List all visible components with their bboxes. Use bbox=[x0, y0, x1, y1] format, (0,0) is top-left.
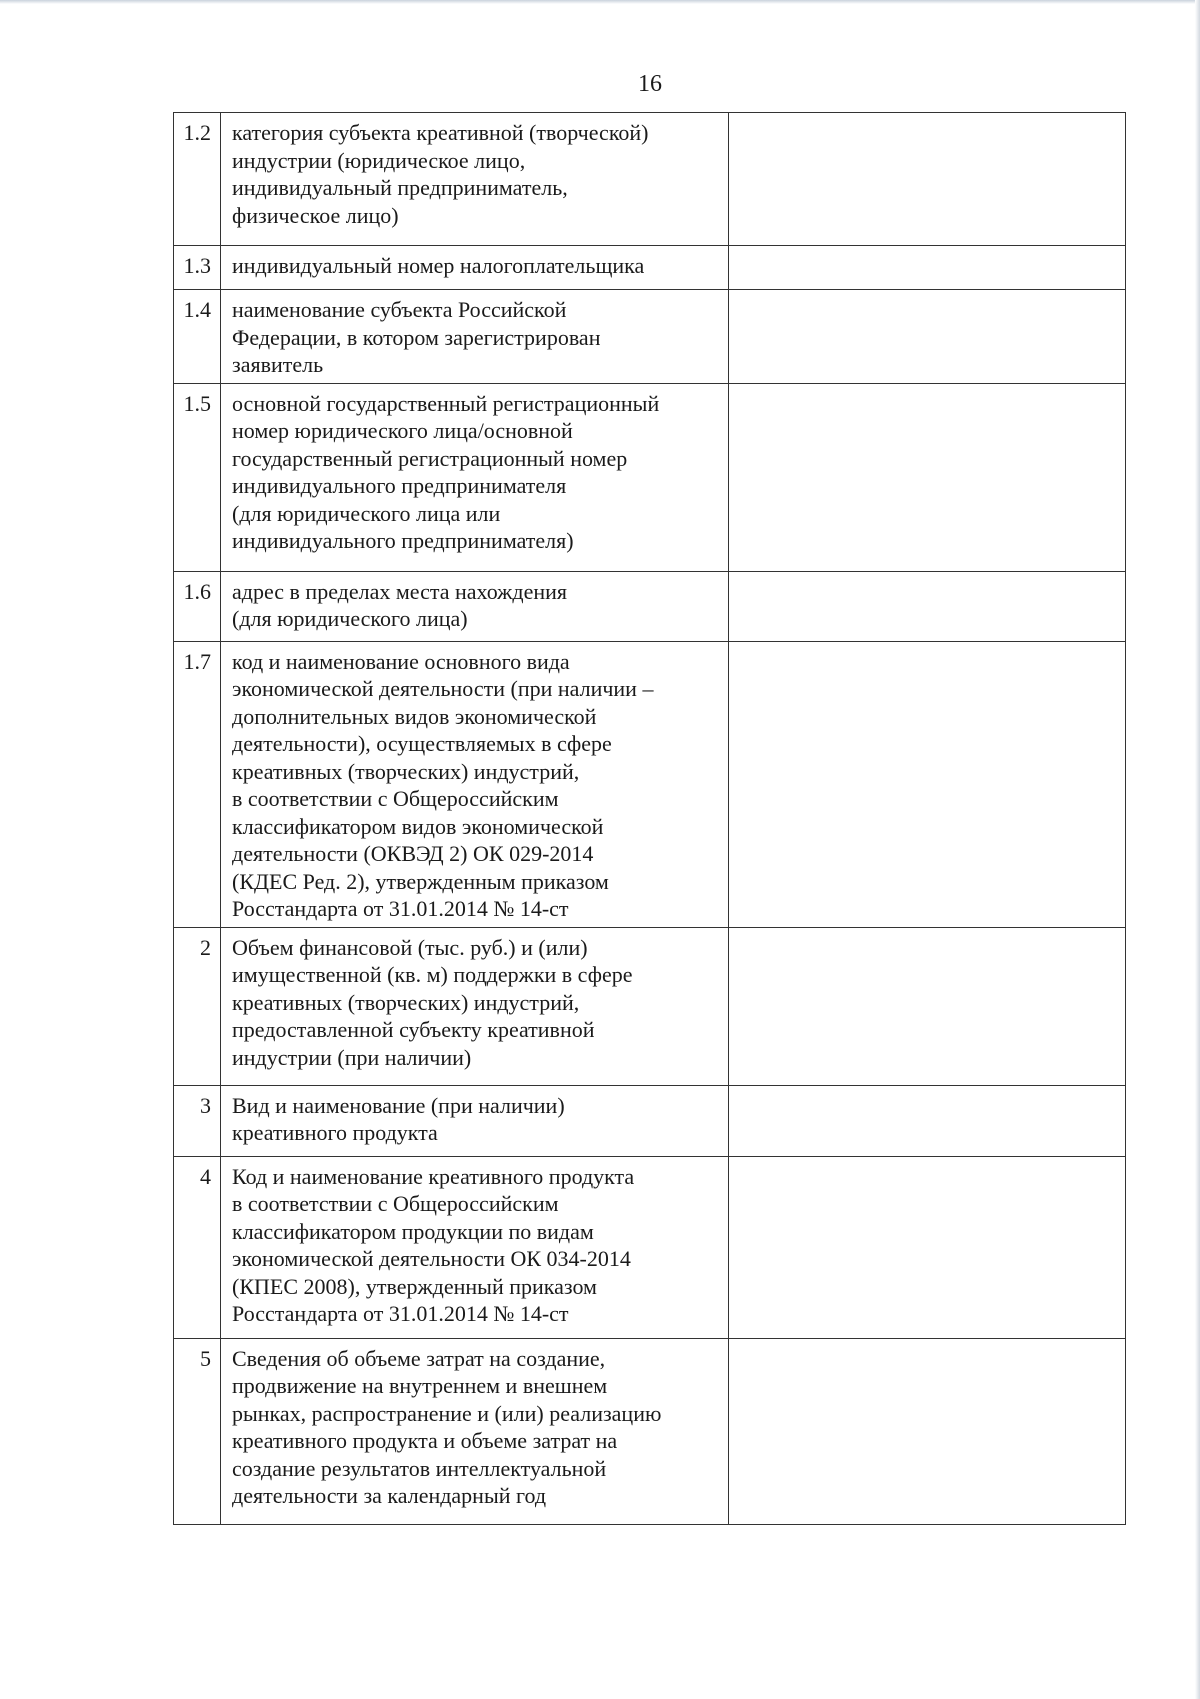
row-value-field[interactable] bbox=[729, 113, 1126, 246]
description-line: деятельности), осуществляемых в сфере bbox=[232, 731, 612, 756]
description-line: рынках, распространение и (или) реализацию bbox=[232, 1400, 662, 1426]
description-line: в соответствии с Общероссийским bbox=[232, 1191, 559, 1216]
row-number: 5 bbox=[174, 1338, 221, 1524]
row-description bbox=[221, 1085, 729, 1156]
description-line: Сведения об объеме затрат на создание, bbox=[232, 1345, 606, 1371]
description-line: индивидуального предпринимателя) bbox=[232, 528, 574, 553]
description-line: креативных (творческих) индустрий, bbox=[232, 989, 580, 1015]
page-number: 16 bbox=[638, 71, 662, 97]
row-description bbox=[221, 1156, 729, 1338]
description-line: индивидуальный предприниматель, bbox=[232, 175, 568, 200]
scan-edge-right bbox=[1195, 0, 1200, 1699]
row-value-field[interactable] bbox=[729, 1156, 1126, 1338]
description-line: адрес в пределах места нахождения bbox=[232, 578, 567, 604]
row-description bbox=[221, 246, 729, 290]
description-line: индивидуального предпринимателя bbox=[232, 473, 567, 498]
application-form-table bbox=[173, 112, 1126, 1525]
description-line: деятельности (ОКВЭД 2) ОК 029-2014 bbox=[232, 841, 594, 866]
description-line: физическое лицо) bbox=[232, 202, 399, 228]
description-line: Росстандарта от 31.01.2014 № 14-ст bbox=[232, 1301, 569, 1326]
description-line: (КПЕС 2008), утвержденный приказом bbox=[232, 1273, 597, 1299]
description-line: в соответствии с Общероссийским bbox=[232, 786, 559, 811]
description-line: индустрии (при наличии) bbox=[232, 1044, 472, 1070]
table-row bbox=[174, 571, 1126, 641]
description-line: предоставленной субъекту креативной bbox=[232, 1017, 595, 1042]
description-line: экономической деятельности ОК 034-2014 bbox=[232, 1246, 631, 1271]
description-line: основной государственный регистрационный bbox=[232, 390, 660, 416]
row-value-field[interactable] bbox=[729, 383, 1126, 571]
description-line: имущественной (кв. м) поддержки в сфере bbox=[232, 962, 633, 987]
description-line: (для юридического лица или bbox=[232, 500, 501, 526]
row-value-field[interactable] bbox=[729, 927, 1126, 1085]
description-line: Федерации, в котором зарегистрирован bbox=[232, 324, 601, 350]
row-value-field[interactable] bbox=[729, 641, 1126, 927]
row-number: 4 bbox=[174, 1156, 221, 1338]
description-line: креативных (творческих) индустрий, bbox=[232, 758, 580, 784]
description-line: Объем финансовой (тыс. руб.) и (или) bbox=[232, 934, 588, 960]
table-row bbox=[174, 641, 1126, 927]
row-number: 1.2 bbox=[174, 113, 221, 246]
table-row bbox=[174, 1085, 1126, 1156]
row-value-field[interactable] bbox=[729, 246, 1126, 290]
description-line: креативного продукта bbox=[232, 1120, 438, 1145]
row-description bbox=[221, 641, 729, 927]
table-row bbox=[174, 927, 1126, 1085]
row-value-field[interactable] bbox=[729, 571, 1126, 641]
description-line: экономической деятельности (при наличии – bbox=[232, 676, 654, 701]
table-row bbox=[174, 383, 1126, 571]
row-number: 3 bbox=[174, 1085, 221, 1156]
description-line: (для юридического лица) bbox=[232, 606, 468, 631]
table-row bbox=[174, 113, 1126, 246]
row-number: 1.4 bbox=[174, 290, 221, 384]
row-number: 2 bbox=[174, 927, 221, 1085]
row-description bbox=[221, 927, 729, 1085]
description-line: индустрии (юридическое лицо, bbox=[232, 147, 526, 173]
row-description bbox=[221, 571, 729, 641]
description-line: заявитель bbox=[232, 352, 324, 377]
description-line: (КДЕС Ред. 2), утвержденным приказом bbox=[232, 868, 609, 894]
row-number: 1.5 bbox=[174, 383, 221, 571]
description-line: классификатором видов экономической bbox=[232, 813, 604, 839]
description-line: номер юридического лица/основной bbox=[232, 418, 573, 443]
description-line: классификатором продукции по видам bbox=[232, 1218, 594, 1244]
description-line: Росстандарта от 31.01.2014 № 14-ст bbox=[232, 896, 569, 921]
scan-edge-top bbox=[0, 0, 1200, 4]
description-line: категория субъекта креативной (творческой) bbox=[232, 120, 649, 145]
row-number: 1.6 bbox=[174, 571, 221, 641]
row-description bbox=[221, 383, 729, 571]
table-row bbox=[174, 290, 1126, 384]
description-line: создание результатов интеллектуальной bbox=[232, 1455, 607, 1481]
description-line: Код и наименование креативного продукта bbox=[232, 1163, 635, 1189]
description-line: креативного продукта и объеме затрат на bbox=[232, 1428, 618, 1453]
row-value-field[interactable] bbox=[729, 1338, 1126, 1524]
description-line: деятельности за календарный год bbox=[232, 1483, 547, 1508]
row-number: 1.7 bbox=[174, 641, 221, 927]
description-line: продвижение на внутреннем и внешнем bbox=[232, 1373, 608, 1398]
table-row bbox=[174, 1338, 1126, 1524]
row-description bbox=[221, 113, 729, 246]
description-line: государственный регистрационный номер bbox=[232, 445, 628, 471]
row-description bbox=[221, 290, 729, 384]
row-value-field[interactable] bbox=[729, 290, 1126, 384]
row-number: 1.3 bbox=[174, 246, 221, 290]
table-row bbox=[174, 1156, 1126, 1338]
description-line: индивидуальный номер налогоплательщика bbox=[232, 253, 645, 278]
description-line: наименование субъекта Российской bbox=[232, 297, 567, 322]
table-body bbox=[174, 113, 1126, 1525]
row-value-field[interactable] bbox=[729, 1085, 1126, 1156]
description-line: код и наименование основного вида bbox=[232, 648, 570, 674]
table-row bbox=[174, 246, 1126, 290]
row-description bbox=[221, 1338, 729, 1524]
description-line: дополнительных видов экономической bbox=[232, 703, 597, 729]
description-line: Вид и наименование (при наличии) bbox=[232, 1092, 565, 1118]
